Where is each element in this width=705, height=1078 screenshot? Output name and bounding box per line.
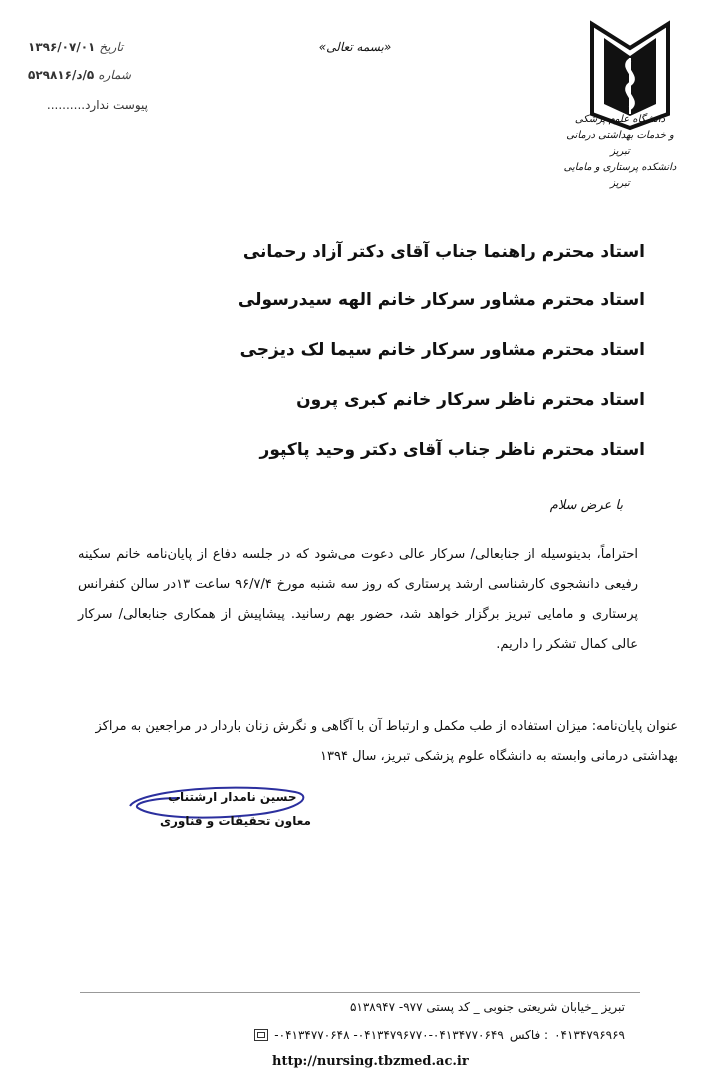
logo-caption-line1: دانشگاه علوم پزشکی — [574, 114, 666, 125]
footer-fax: ۰۴۱۳۴۷۹۶۷۷۰-۰۴۱۳۴۷۷۰۶۴۹- ۰۴۱۳۴۷۷۰۶۴۸- — [274, 1028, 504, 1042]
footer-divider — [80, 992, 640, 993]
date-line — [28, 40, 148, 54]
logo-caption-line2: و خدمات بهداشتی درمانی تبریز — [566, 130, 674, 157]
thesis-subject: عنوان پایان‌نامه: میزان استفاده از طب مکمل و ارتباط آن با آگاهی و نگرش زنان باردار در مراجعین به مراکز بهداشتی درمانی وابسته به دانشگاه علوم پزشکی تبریز، سال ۱۳۹۴ — [95, 719, 678, 764]
number-label: شماره — [98, 68, 131, 82]
number-value: ۵/د/۵۲۹۸۱۶ — [28, 68, 95, 82]
addressee-3: استاد محترم مشاور سرکار خانم سیما لک دیزجی — [239, 340, 645, 360]
addressee-2: استاد محترم مشاور سرکار خانم الهه سیدرسولی — [237, 290, 645, 310]
website-link[interactable]: http://nursing.tbzmed.ac.ir — [272, 1054, 469, 1069]
addressee-4: استاد محترم ناظر سرکار خانم کبری پرون — [296, 390, 645, 410]
signer-name: حسین نامدار ارشتناب — [168, 790, 297, 804]
date-label: تاریخ — [99, 40, 124, 54]
date-value: ۱۳۹۶/۰۷/۰۱ — [28, 40, 96, 54]
attachment-text: پیوست ندارد.......... — [46, 98, 148, 112]
logo-caption — [560, 112, 680, 192]
addressee-5: استاد محترم ناظر جناب آقای دکتر وحید پاکپور — [259, 440, 645, 460]
letter-body: احتراماً، بدینوسیله از جنابعالی/ سرکار عالی دعوت می‌شود که در جلسه دفاع از پایان‌نامه خانم سکینه رفیعی دانشجوی کارشناسی ارشد پرستاری که روز سه شنبه مورخ ۹۶/۷/۴ ساعت ۱۳در سالن کنفرانس پرستاری و مامایی تبریز برگزار خواهد شد، حضور بهم رسانید. پیشاپیش از همکاری جنابعالی/ سرکار عالی کمال تشکر را داریم. — [78, 547, 639, 652]
signer-title: معاون تحقیقات و فناوری — [160, 814, 311, 828]
footer-address: تبریز _خیابان شریعتی جنوبی _ کد پستی ۹۷۷- ۵۱۳۸۹۴۷ — [349, 1000, 625, 1014]
fax-label: : فاکس — [509, 1028, 549, 1042]
addressee-1: استاد محترم راهنما جناب آقای دکتر آزاد رحمانی — [242, 242, 645, 262]
greeting: با عرض سلام — [549, 498, 623, 513]
logo-caption-line3: دانشکده پرستاری و مامایی تبریز — [563, 162, 677, 189]
footer-phone: ۰۴۱۳۴۷۹۶۹۶۹ — [554, 1028, 625, 1042]
bismillah: «بسمه تعالی» — [318, 40, 392, 54]
fax-icon — [254, 1029, 268, 1041]
number-line — [28, 68, 148, 82]
footer-phones — [254, 1028, 625, 1042]
